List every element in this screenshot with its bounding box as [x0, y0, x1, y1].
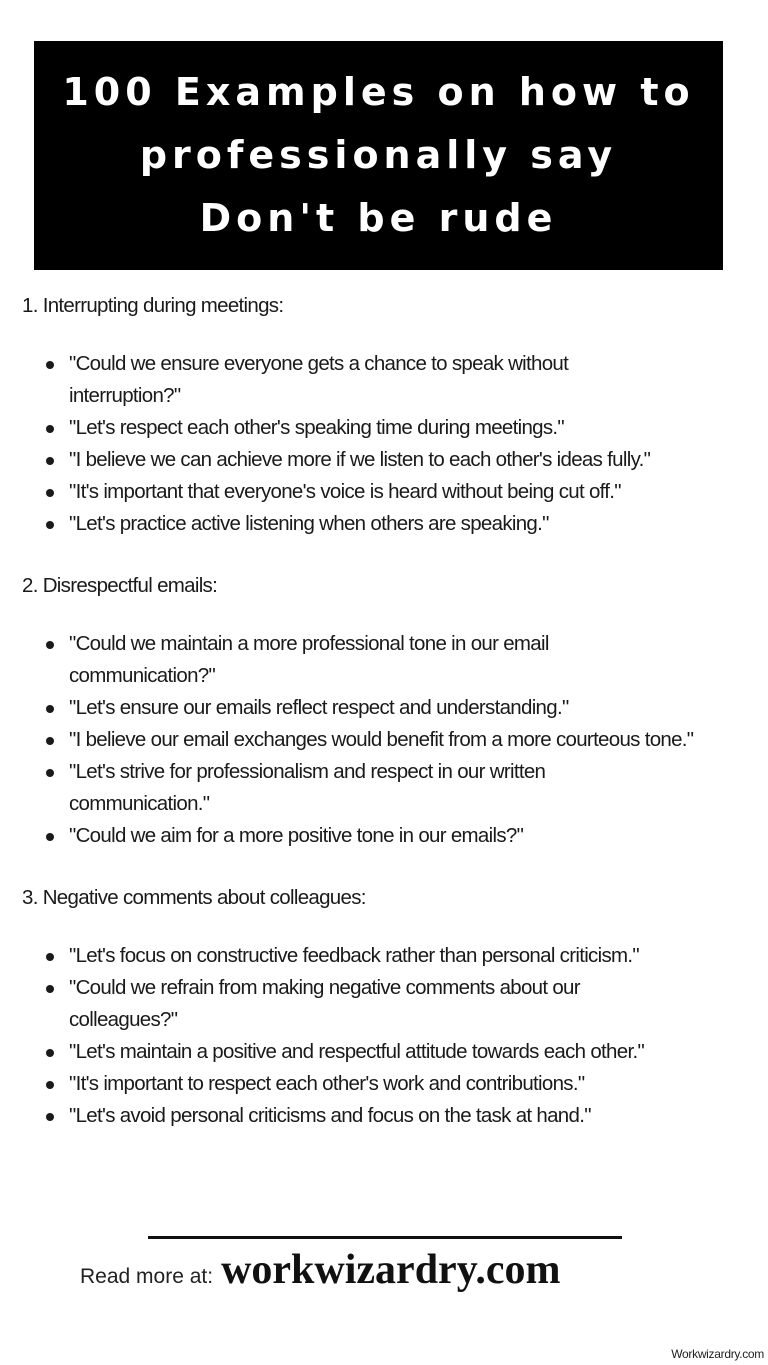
title-line: 100 Examples on how to [62, 70, 695, 114]
list-item: "Let's maintain a positive and respectful attitude towards each other." [22, 1036, 762, 1068]
section-negative-comments [22, 882, 762, 1132]
list-item: "Could we refrain from making negative comments about our colleagues?" [22, 972, 762, 1036]
read-more-label: Read more at: [80, 1265, 214, 1288]
read-more-overlay[interactable] [80, 1246, 561, 1294]
example-list [22, 940, 762, 1132]
section-interrupting [22, 290, 762, 540]
section-emails [22, 570, 762, 852]
site-link[interactable]: workwizardry.com [221, 1247, 561, 1293]
list-item: "Could we maintain a more professional tone in our email communication?" [22, 628, 762, 692]
list-item: "I believe we can achieve more if we listen to each other's ideas fully." [22, 444, 762, 476]
list-item: "Let's focus on constructive feedback rather than personal criticism." [22, 940, 762, 972]
watermark: Workwizardry.com [671, 1347, 764, 1361]
list-item: "Let's strive for professionalism and respect in our written communication." [22, 756, 762, 820]
list-item: "Could we ensure everyone gets a chance to speak without interruption?" [22, 348, 762, 412]
section-heading: 2. Disrespectful emails: [22, 574, 218, 597]
list-item: "Let's ensure our emails reflect respect and understanding." [22, 692, 762, 724]
list-item: "Let's practice active listening when others are speaking." [22, 508, 762, 540]
list-item: "Let's respect each other's speaking time during meetings." [22, 412, 762, 444]
title-line: Don't be rude [199, 196, 558, 240]
section-heading: 3. Negative comments about colleagues: [22, 886, 366, 909]
list-item: "I believe our email exchanges would benefit from a more courteous tone." [22, 724, 762, 756]
list-item: "Let's avoid personal criticisms and focus on the task at hand." [22, 1100, 762, 1132]
list-item: "It's important that everyone's voice is heard without being cut off." [22, 476, 762, 508]
list-item: "Could we aim for a more positive tone in our emails?" [22, 820, 762, 852]
example-list [22, 628, 762, 852]
article-content [22, 290, 762, 1162]
overlay-divider [148, 1236, 622, 1239]
title-line: professionally say [139, 133, 618, 177]
section-heading: 1. Interrupting during meetings: [22, 294, 284, 317]
example-list [22, 348, 762, 540]
title-banner [34, 41, 723, 270]
list-item: "It's important to respect each other's work and contributions." [22, 1068, 762, 1100]
